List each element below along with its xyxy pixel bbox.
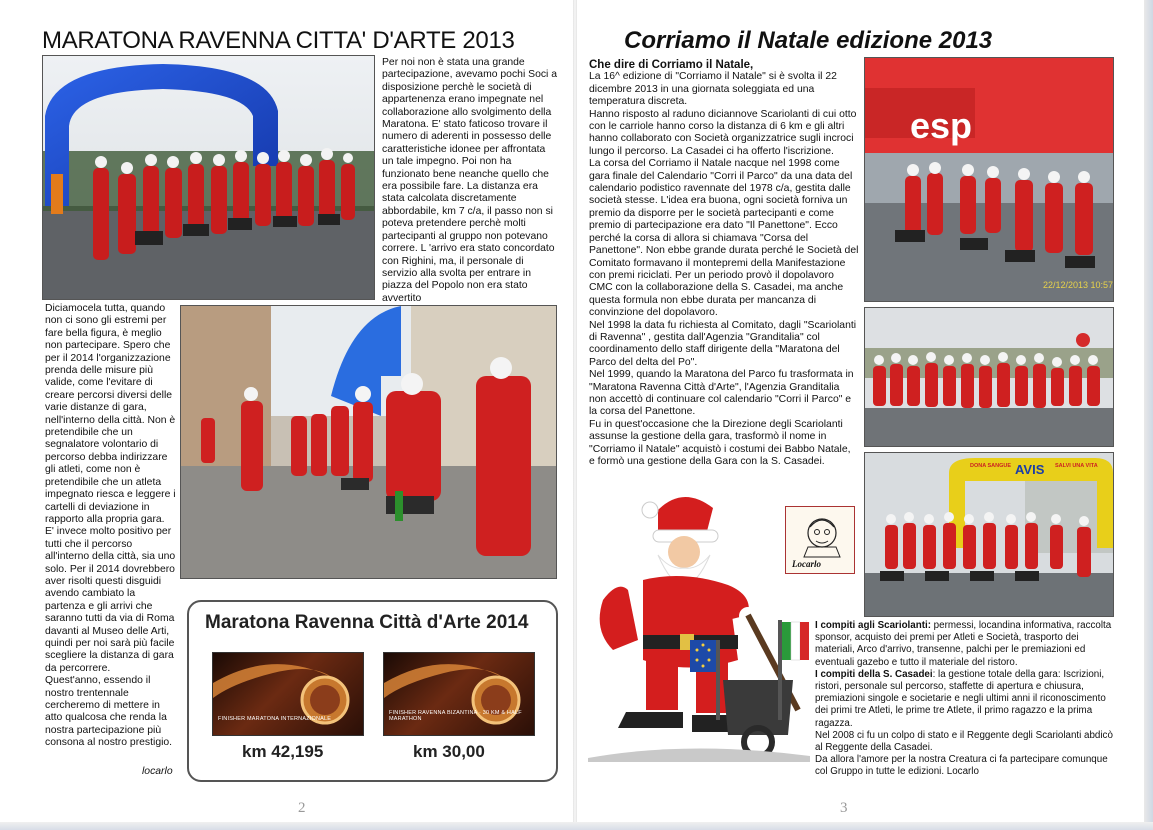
right-paragraph-3: La corsa del Corriamo il Natale nacque nel 1998 come gara finale del Calendario "Corri il Parco" da una data del calendario podistico ravennate del 1978 c/a, gestita dalle società stesse. L'idea era buona, ogni società forniva un premio da disporre per le società partecipanti e come premio di partecipazione era dato "Il Panettone". Ecco perché la corsa di allora si chiamava "Corsa del Panettone". Non ebbe grande durata perché le Società del Comitato formavano il montepremi della Manifestazione con premi riciclati. Per un periodo provò il dopolavoro CMC con la collaborazione della S. Casadei, ma anche questa formula non ebbe durata per mancanza di convinzione del dopolavoro.	[589, 158, 859, 319]
avis-banner-text: AVIS	[1015, 462, 1045, 477]
left-page-text-right-col: Per noi non è stata una grande partecipazione, avevamo pochi Soci a disposizione perchè le società di appartenenza erano impegnate nel collaborazione allo svolgimento della Maratona. E' stato faticoso trovare il numero di aderenti in possesso delle caratteristiche idonee per affrontata un tale impegno. Poi non ha funzionato bene neanche quello che era possibile fare. La distanza era stata calcolata discretamente abbordabile, km 7 c/a, il passo non si poteva pretendere perchè molti partecipanti al gruppo non potevano correre. L 'arrivo era stato concordato con Righini, ma, il personale di servizio alla svolta per entrare in piazza del Popolo non era stato avvertito	[382, 57, 558, 304]
left-col-paragraph-1: Diciamocela tutta, quando non ci sono gli estremi per fare bella figura, è meglio non partecipare. Spero che per il 2014 l'organizzazione prenda delle misure più valide, come l'evitare di creare percorsi diversi delle varie distanze di gara, nell'interno della città. Non è pretendibile che un segnalatore volontario di percorso debba indirizzare gli atleti, come non è pretendibile che un atleta impegnato riesca e leggere i cartelli di deviazione in rapporto alla propria gara. E' invece molto positivo per tutti che il percorso all'interno della città, sia uno solo. Per il 2014 dovrebbero aver risolti questi disguidi avendo cambiato la partenza e gli arrivi che saranno tutti da via di Roma davanti al Museo delle Arti, quindi per noi sarà più facile scegliere la distanza di gara da percorrere.	[45, 303, 176, 674]
signature: locarlo	[142, 766, 173, 777]
medal-1-caption: FINISHER MARATONA INTERNAZIONALE	[218, 716, 332, 722]
duties-casadei-label: I compiti della S. Casadei	[815, 668, 933, 680]
duties-scariolanti	[815, 620, 1120, 669]
right-bottom-paragraph-4: Da allora l'amore per la nostra Creatura ci fa partecipare comunque col Gruppo in tutte le edizioni. Locarlo	[815, 754, 1108, 778]
page-gutter	[573, 0, 577, 822]
avis-banner-left: DONA SANGUE	[970, 463, 1012, 469]
right-subtitle: Che dire di Corriamo il Natale,	[589, 59, 754, 71]
locarlo-logo	[785, 506, 855, 574]
right-page-title: Corriamo il Natale edizione 2013	[624, 27, 993, 54]
left-page-title: MARATONA RAVENNA CITTA' D'ARTE 2013	[42, 27, 515, 54]
medal-image-42km	[212, 652, 364, 736]
photo-street-runners	[180, 305, 557, 579]
distance-label-30: km 30,00	[413, 742, 485, 761]
medal-2-caption: FINISHER RAVENNA BIZANTINA · 30 KM & HALF MARATHON	[389, 710, 522, 722]
right-paragraph-5: Nel 1999, quando la Maratona del Parco fu trasformata in "Maratona Ravenna Città d'Arte", l'Agenzia Granditalia non accettò di continuare col calendario "Corri il Parco" e la corsa del Panettone.	[589, 369, 854, 418]
left-col-paragraph-2: Quest'anno, essendo il nostro trentennale cercheremo di mettere in atto qualcosa che renda la nostra partecipazione più consona al nostro prestigio.	[45, 675, 173, 749]
medal-image-30km	[383, 652, 535, 736]
right-bottom-paragraph-3: Nel 2008 ci fu un colpo di stato e il Reggente degli Scariolanti abdicò al Reggente della Casadei.	[815, 729, 1113, 754]
photo-marathon-start-arch	[42, 55, 375, 300]
page-edge-bottom	[0, 822, 1153, 830]
duties-scariolanti-label: I compiti agli Scariolanti:	[815, 620, 931, 631]
avis-banner-right: SALVI UNA VITA	[1055, 463, 1098, 469]
right-paragraph-1: La 16^ edizione di "Corriamo il Natale" si è svolta il 22 dicembre 2013 in una giornata soleggiata ed una temperatura discreta.	[589, 71, 837, 108]
duties-casadei	[815, 669, 1120, 730]
esp-sign: esp	[910, 105, 973, 146]
duties-casadei-text: : la gestione totale della gara: Iscrizioni, ristori, personale sul percorso, staffette di apertura e chiusura, premiazioni singole e societarie e negli ultimi anni il riconoscimento dei primi tre Atleti, le prime tre Atlete, il primo ragazzo e la prima ragazza.	[815, 668, 1106, 729]
right-bottom-text	[815, 620, 1120, 779]
photo-avis-arch	[864, 452, 1114, 617]
left-page-text-left-col	[45, 303, 176, 750]
page-number-right: 3	[840, 800, 848, 816]
right-paragraph-4: Nel 1998 la data fu richiesta al Comitato, dagli "Scariolanti di Ravenna" , gestita dall'Agenzia "Granditalia" col coordinamento dello staff dirigente della "Maratona del Parco del delta del Po".	[589, 319, 857, 368]
photo-date-stamp: 22/12/2013 10:57	[1043, 280, 1113, 290]
page-number-left: 2	[298, 800, 306, 816]
right-paragraph-6: Fu in quest'occasione che la Direzione degli Scariolanti assunse la gestione della gara, trasformò il nome in "Corriamo il Natale" acquistò i costumi dei Babbo Natale, e formò una gestione della Gara con la S. Casadei.	[589, 418, 851, 467]
ad-title: Maratona Ravenna Città d'Arte 2014	[205, 612, 529, 633]
duties-scariolanti-text: permessi, locandina informativa, raccolta sponsor, acquisto dei premi per Atleti e Società, trasporto dei materiali, Arco d'arrivo, transenne, palchi per le premiazioni ed eventuali gazebo e tutto il materiale del ristoro.	[815, 620, 1112, 668]
maratona-2014-box	[187, 600, 558, 782]
page-edge-right	[1144, 0, 1153, 830]
right-page-text	[589, 59, 859, 468]
logo-label: Locarlo	[792, 559, 821, 569]
santa-wheelbarrow-illustration	[588, 490, 810, 762]
right-paragraph-2: Hanno risposto al raduno diciannove Scariolanti di cui otto con le carriole hanno corso la distanza di 6 km e gli altri hanno collaborato con Società organizzatrice sugli incroci lungo il percorso. La Casadei ci ha offerto l'iscrizione.	[589, 108, 857, 157]
photo-esp-store-group	[864, 57, 1114, 302]
distance-label-42: km 42,195	[242, 742, 324, 761]
photo-group-park	[864, 307, 1114, 447]
